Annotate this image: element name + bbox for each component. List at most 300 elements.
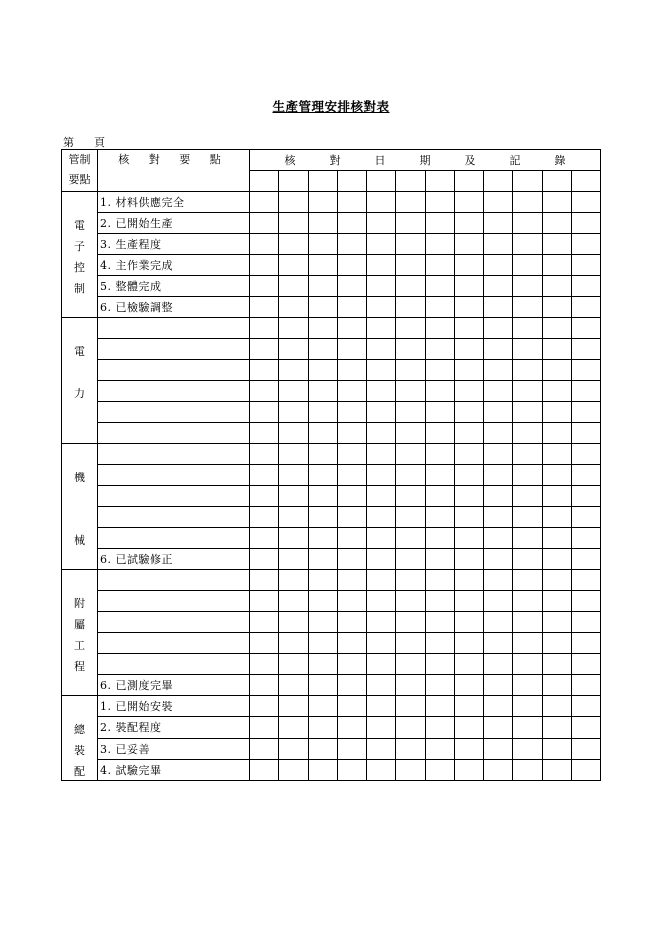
date-entry-cell[interactable] xyxy=(425,402,454,423)
date-entry-cell[interactable] xyxy=(250,360,279,381)
date-entry-cell[interactable] xyxy=(484,465,513,486)
date-entry-cell[interactable] xyxy=(337,255,366,276)
date-entry-cell[interactable] xyxy=(308,738,337,759)
check-point-item[interactable] xyxy=(98,465,250,486)
date-entry-cell[interactable] xyxy=(513,549,542,570)
date-entry-cell[interactable] xyxy=(308,612,337,633)
date-entry-cell[interactable] xyxy=(542,360,571,381)
date-entry-cell[interactable] xyxy=(250,738,279,759)
date-entry-cell[interactable] xyxy=(367,759,396,780)
date-entry-cell[interactable] xyxy=(337,381,366,402)
date-entry-cell[interactable] xyxy=(484,234,513,255)
date-entry-cell[interactable] xyxy=(513,213,542,234)
date-entry-cell[interactable] xyxy=(571,192,600,213)
date-entry-cell[interactable] xyxy=(484,717,513,738)
date-entry-cell[interactable] xyxy=(250,633,279,654)
date-entry-cell[interactable] xyxy=(337,696,366,717)
date-entry-cell[interactable] xyxy=(396,381,425,402)
date-entry-cell[interactable] xyxy=(454,486,483,507)
date-entry-cell[interactable] xyxy=(308,234,337,255)
date-entry-cell[interactable] xyxy=(396,360,425,381)
date-entry-cell[interactable] xyxy=(367,654,396,675)
date-entry-cell[interactable] xyxy=(542,654,571,675)
date-entry-cell[interactable] xyxy=(542,234,571,255)
date-entry-cell[interactable] xyxy=(513,276,542,297)
date-entry-cell[interactable] xyxy=(250,612,279,633)
check-point-item[interactable] xyxy=(98,444,250,465)
date-entry-cell[interactable] xyxy=(454,213,483,234)
date-entry-cell[interactable] xyxy=(571,297,600,318)
date-entry-cell[interactable] xyxy=(425,612,454,633)
date-entry-cell[interactable] xyxy=(308,696,337,717)
date-entry-cell[interactable] xyxy=(250,486,279,507)
date-entry-cell[interactable] xyxy=(454,234,483,255)
date-entry-cell[interactable] xyxy=(542,738,571,759)
date-entry-cell[interactable] xyxy=(425,528,454,549)
date-entry-cell[interactable] xyxy=(308,213,337,234)
date-entry-cell[interactable] xyxy=(337,486,366,507)
date-entry-cell[interactable] xyxy=(513,759,542,780)
date-entry-cell[interactable] xyxy=(571,423,600,444)
date-entry-cell[interactable] xyxy=(484,255,513,276)
date-entry-cell[interactable] xyxy=(454,402,483,423)
date-entry-cell[interactable] xyxy=(542,612,571,633)
date-entry-cell[interactable] xyxy=(571,696,600,717)
date-entry-cell[interactable] xyxy=(542,318,571,339)
date-entry-cell[interactable] xyxy=(484,276,513,297)
date-entry-cell[interactable] xyxy=(484,318,513,339)
date-entry-cell[interactable] xyxy=(308,759,337,780)
date-entry-cell[interactable] xyxy=(425,738,454,759)
date-entry-cell[interactable] xyxy=(396,570,425,591)
date-entry-cell[interactable] xyxy=(367,738,396,759)
check-point-item[interactable] xyxy=(98,318,250,339)
date-entry-cell[interactable] xyxy=(425,192,454,213)
date-entry-cell[interactable] xyxy=(513,612,542,633)
date-entry-cell[interactable] xyxy=(425,654,454,675)
date-entry-cell[interactable] xyxy=(425,696,454,717)
date-entry-cell[interactable] xyxy=(250,591,279,612)
date-entry-cell[interactable] xyxy=(396,234,425,255)
date-entry-cell[interactable] xyxy=(542,402,571,423)
date-entry-cell[interactable] xyxy=(454,591,483,612)
date-entry-cell[interactable] xyxy=(396,171,425,192)
date-entry-cell[interactable] xyxy=(367,465,396,486)
date-entry-cell[interactable] xyxy=(337,213,366,234)
date-entry-cell[interactable] xyxy=(308,255,337,276)
date-entry-cell[interactable] xyxy=(571,318,600,339)
date-entry-cell[interactable] xyxy=(279,528,308,549)
date-entry-cell[interactable] xyxy=(513,297,542,318)
date-entry-cell[interactable] xyxy=(279,675,308,696)
date-entry-cell[interactable] xyxy=(425,486,454,507)
date-entry-cell[interactable] xyxy=(396,423,425,444)
check-point-item[interactable] xyxy=(98,360,250,381)
date-entry-cell[interactable] xyxy=(279,381,308,402)
date-entry-cell[interactable] xyxy=(425,234,454,255)
date-entry-cell[interactable] xyxy=(337,423,366,444)
date-entry-cell[interactable] xyxy=(484,192,513,213)
date-entry-cell[interactable] xyxy=(308,633,337,654)
date-entry-cell[interactable] xyxy=(484,528,513,549)
date-entry-cell[interactable] xyxy=(513,234,542,255)
check-point-item[interactable]: 1. 材料供應完全 xyxy=(98,192,250,213)
date-entry-cell[interactable] xyxy=(308,549,337,570)
date-entry-cell[interactable] xyxy=(250,570,279,591)
date-entry-cell[interactable] xyxy=(513,717,542,738)
date-entry-cell[interactable] xyxy=(484,213,513,234)
date-entry-cell[interactable] xyxy=(425,318,454,339)
date-entry-cell[interactable] xyxy=(571,486,600,507)
date-entry-cell[interactable] xyxy=(337,339,366,360)
date-entry-cell[interactable] xyxy=(454,360,483,381)
date-entry-cell[interactable] xyxy=(279,549,308,570)
date-entry-cell[interactable] xyxy=(484,297,513,318)
date-entry-cell[interactable] xyxy=(308,171,337,192)
check-point-item[interactable] xyxy=(98,570,250,591)
date-entry-cell[interactable] xyxy=(454,297,483,318)
date-entry-cell[interactable] xyxy=(308,486,337,507)
date-entry-cell[interactable] xyxy=(513,570,542,591)
date-entry-cell[interactable] xyxy=(308,360,337,381)
date-entry-cell[interactable] xyxy=(571,402,600,423)
date-entry-cell[interactable] xyxy=(396,591,425,612)
date-entry-cell[interactable] xyxy=(484,549,513,570)
date-entry-cell[interactable] xyxy=(454,171,483,192)
date-entry-cell[interactable] xyxy=(571,507,600,528)
date-entry-cell[interactable] xyxy=(250,339,279,360)
date-entry-cell[interactable] xyxy=(250,717,279,738)
date-entry-cell[interactable] xyxy=(367,255,396,276)
date-entry-cell[interactable] xyxy=(513,360,542,381)
date-entry-cell[interactable] xyxy=(367,717,396,738)
date-entry-cell[interactable] xyxy=(425,717,454,738)
date-entry-cell[interactable] xyxy=(542,171,571,192)
date-entry-cell[interactable] xyxy=(396,276,425,297)
date-entry-cell[interactable] xyxy=(396,444,425,465)
date-entry-cell[interactable] xyxy=(308,465,337,486)
date-entry-cell[interactable] xyxy=(279,633,308,654)
date-entry-cell[interactable] xyxy=(308,570,337,591)
date-entry-cell[interactable] xyxy=(542,633,571,654)
date-entry-cell[interactable] xyxy=(250,234,279,255)
date-entry-cell[interactable] xyxy=(425,549,454,570)
date-entry-cell[interactable] xyxy=(367,192,396,213)
date-entry-cell[interactable] xyxy=(337,675,366,696)
check-point-item[interactable]: 6. 已檢驗調整 xyxy=(98,297,250,318)
date-entry-cell[interactable] xyxy=(513,738,542,759)
date-entry-cell[interactable] xyxy=(279,423,308,444)
date-entry-cell[interactable] xyxy=(542,507,571,528)
date-entry-cell[interactable] xyxy=(279,696,308,717)
date-entry-cell[interactable] xyxy=(250,507,279,528)
date-entry-cell[interactable] xyxy=(571,591,600,612)
date-entry-cell[interactable] xyxy=(513,465,542,486)
date-entry-cell[interactable] xyxy=(396,759,425,780)
date-entry-cell[interactable] xyxy=(250,192,279,213)
date-entry-cell[interactable] xyxy=(367,549,396,570)
date-entry-cell[interactable] xyxy=(484,591,513,612)
date-entry-cell[interactable] xyxy=(367,486,396,507)
date-entry-cell[interactable] xyxy=(454,381,483,402)
check-point-item[interactable]: 2. 裝配程度 xyxy=(98,717,250,738)
date-entry-cell[interactable] xyxy=(542,255,571,276)
date-entry-cell[interactable] xyxy=(542,276,571,297)
date-entry-cell[interactable] xyxy=(396,696,425,717)
date-entry-cell[interactable] xyxy=(454,549,483,570)
date-entry-cell[interactable] xyxy=(279,759,308,780)
date-entry-cell[interactable] xyxy=(542,717,571,738)
date-entry-cell[interactable] xyxy=(425,276,454,297)
date-entry-cell[interactable] xyxy=(279,444,308,465)
date-entry-cell[interactable] xyxy=(542,696,571,717)
date-entry-cell[interactable] xyxy=(337,654,366,675)
date-entry-cell[interactable] xyxy=(513,402,542,423)
date-entry-cell[interactable] xyxy=(308,297,337,318)
date-entry-cell[interactable] xyxy=(484,486,513,507)
date-entry-cell[interactable] xyxy=(484,696,513,717)
date-entry-cell[interactable] xyxy=(250,276,279,297)
date-entry-cell[interactable] xyxy=(250,171,279,192)
date-entry-cell[interactable] xyxy=(454,738,483,759)
date-entry-cell[interactable] xyxy=(484,738,513,759)
date-entry-cell[interactable] xyxy=(367,339,396,360)
date-entry-cell[interactable] xyxy=(513,633,542,654)
check-point-item[interactable]: 1. 已開始安裝 xyxy=(98,696,250,717)
date-entry-cell[interactable] xyxy=(396,297,425,318)
date-entry-cell[interactable] xyxy=(425,171,454,192)
date-entry-cell[interactable] xyxy=(279,213,308,234)
date-entry-cell[interactable] xyxy=(484,570,513,591)
date-entry-cell[interactable] xyxy=(396,255,425,276)
date-entry-cell[interactable] xyxy=(571,339,600,360)
check-point-item[interactable] xyxy=(98,633,250,654)
date-entry-cell[interactable] xyxy=(279,570,308,591)
date-entry-cell[interactable] xyxy=(484,360,513,381)
date-entry-cell[interactable] xyxy=(571,549,600,570)
date-entry-cell[interactable] xyxy=(308,339,337,360)
date-entry-cell[interactable] xyxy=(454,339,483,360)
date-entry-cell[interactable] xyxy=(279,402,308,423)
date-entry-cell[interactable] xyxy=(308,402,337,423)
date-entry-cell[interactable] xyxy=(367,213,396,234)
date-entry-cell[interactable] xyxy=(337,360,366,381)
check-point-item[interactable]: 3. 生產程度 xyxy=(98,234,250,255)
date-entry-cell[interactable] xyxy=(337,738,366,759)
date-entry-cell[interactable] xyxy=(542,465,571,486)
date-entry-cell[interactable] xyxy=(425,444,454,465)
date-entry-cell[interactable] xyxy=(571,738,600,759)
date-entry-cell[interactable] xyxy=(367,423,396,444)
date-entry-cell[interactable] xyxy=(571,234,600,255)
date-entry-cell[interactable] xyxy=(454,654,483,675)
date-entry-cell[interactable] xyxy=(542,423,571,444)
date-entry-cell[interactable] xyxy=(425,255,454,276)
date-entry-cell[interactable] xyxy=(337,276,366,297)
date-entry-cell[interactable] xyxy=(542,591,571,612)
date-entry-cell[interactable] xyxy=(454,717,483,738)
date-entry-cell[interactable] xyxy=(425,360,454,381)
date-entry-cell[interactable] xyxy=(484,339,513,360)
date-entry-cell[interactable] xyxy=(367,612,396,633)
date-entry-cell[interactable] xyxy=(513,591,542,612)
date-entry-cell[interactable] xyxy=(425,633,454,654)
date-entry-cell[interactable] xyxy=(454,507,483,528)
date-entry-cell[interactable] xyxy=(513,654,542,675)
check-point-item[interactable] xyxy=(98,654,250,675)
date-entry-cell[interactable] xyxy=(250,759,279,780)
date-entry-cell[interactable] xyxy=(542,528,571,549)
date-entry-cell[interactable] xyxy=(571,633,600,654)
date-entry-cell[interactable] xyxy=(279,234,308,255)
date-entry-cell[interactable] xyxy=(337,171,366,192)
date-entry-cell[interactable] xyxy=(513,381,542,402)
date-entry-cell[interactable] xyxy=(279,486,308,507)
check-point-item[interactable] xyxy=(98,612,250,633)
date-entry-cell[interactable] xyxy=(250,381,279,402)
date-entry-cell[interactable] xyxy=(367,276,396,297)
date-entry-cell[interactable] xyxy=(542,444,571,465)
date-entry-cell[interactable] xyxy=(337,234,366,255)
date-entry-cell[interactable] xyxy=(396,402,425,423)
date-entry-cell[interactable] xyxy=(571,213,600,234)
date-entry-cell[interactable] xyxy=(484,507,513,528)
date-entry-cell[interactable] xyxy=(571,444,600,465)
date-entry-cell[interactable] xyxy=(484,654,513,675)
date-entry-cell[interactable] xyxy=(396,213,425,234)
date-entry-cell[interactable] xyxy=(425,507,454,528)
date-entry-cell[interactable] xyxy=(279,360,308,381)
date-entry-cell[interactable] xyxy=(367,570,396,591)
date-entry-cell[interactable] xyxy=(454,696,483,717)
date-entry-cell[interactable] xyxy=(425,381,454,402)
date-entry-cell[interactable] xyxy=(337,591,366,612)
date-entry-cell[interactable] xyxy=(367,297,396,318)
date-entry-cell[interactable] xyxy=(542,486,571,507)
date-entry-cell[interactable] xyxy=(250,675,279,696)
date-entry-cell[interactable] xyxy=(308,591,337,612)
check-point-item[interactable] xyxy=(98,528,250,549)
check-point-item[interactable] xyxy=(98,381,250,402)
date-entry-cell[interactable] xyxy=(484,759,513,780)
date-entry-cell[interactable] xyxy=(367,234,396,255)
date-entry-cell[interactable] xyxy=(484,402,513,423)
date-entry-cell[interactable] xyxy=(513,507,542,528)
date-entry-cell[interactable] xyxy=(513,423,542,444)
date-entry-cell[interactable] xyxy=(367,696,396,717)
date-entry-cell[interactable] xyxy=(454,255,483,276)
date-entry-cell[interactable] xyxy=(484,171,513,192)
date-entry-cell[interactable] xyxy=(396,549,425,570)
date-entry-cell[interactable] xyxy=(250,297,279,318)
date-entry-cell[interactable] xyxy=(250,444,279,465)
date-entry-cell[interactable] xyxy=(308,423,337,444)
date-entry-cell[interactable] xyxy=(484,444,513,465)
date-entry-cell[interactable] xyxy=(250,696,279,717)
date-entry-cell[interactable] xyxy=(367,381,396,402)
date-entry-cell[interactable] xyxy=(454,192,483,213)
date-entry-cell[interactable] xyxy=(279,465,308,486)
date-entry-cell[interactable] xyxy=(542,759,571,780)
date-entry-cell[interactable] xyxy=(513,528,542,549)
date-entry-cell[interactable] xyxy=(542,192,571,213)
date-entry-cell[interactable] xyxy=(571,612,600,633)
date-entry-cell[interactable] xyxy=(454,528,483,549)
date-entry-cell[interactable] xyxy=(542,549,571,570)
date-entry-cell[interactable] xyxy=(484,675,513,696)
date-entry-cell[interactable] xyxy=(337,297,366,318)
date-entry-cell[interactable] xyxy=(542,213,571,234)
check-point-item[interactable]: 4. 主作業完成 xyxy=(98,255,250,276)
date-entry-cell[interactable] xyxy=(279,318,308,339)
date-entry-cell[interactable] xyxy=(513,675,542,696)
date-entry-cell[interactable] xyxy=(279,612,308,633)
date-entry-cell[interactable] xyxy=(396,717,425,738)
date-entry-cell[interactable] xyxy=(250,528,279,549)
date-entry-cell[interactable] xyxy=(367,528,396,549)
check-point-item[interactable]: 3. 已妥善 xyxy=(98,738,250,759)
date-entry-cell[interactable] xyxy=(279,276,308,297)
date-entry-cell[interactable] xyxy=(250,213,279,234)
date-entry-cell[interactable] xyxy=(425,759,454,780)
check-point-item[interactable]: 4. 試驗完畢 xyxy=(98,759,250,780)
date-entry-cell[interactable] xyxy=(425,465,454,486)
date-entry-cell[interactable] xyxy=(542,675,571,696)
date-entry-cell[interactable] xyxy=(396,318,425,339)
date-entry-cell[interactable] xyxy=(250,402,279,423)
date-entry-cell[interactable] xyxy=(337,528,366,549)
date-entry-cell[interactable] xyxy=(250,318,279,339)
date-entry-cell[interactable] xyxy=(484,612,513,633)
date-entry-cell[interactable] xyxy=(425,570,454,591)
date-entry-cell[interactable] xyxy=(250,255,279,276)
date-entry-cell[interactable] xyxy=(337,717,366,738)
date-entry-cell[interactable] xyxy=(337,612,366,633)
date-entry-cell[interactable] xyxy=(308,675,337,696)
date-entry-cell[interactable] xyxy=(279,738,308,759)
date-entry-cell[interactable] xyxy=(513,255,542,276)
date-entry-cell[interactable] xyxy=(279,654,308,675)
date-entry-cell[interactable] xyxy=(308,192,337,213)
date-entry-cell[interactable] xyxy=(279,717,308,738)
date-entry-cell[interactable] xyxy=(571,276,600,297)
date-entry-cell[interactable] xyxy=(571,171,600,192)
date-entry-cell[interactable] xyxy=(571,717,600,738)
date-entry-cell[interactable] xyxy=(454,675,483,696)
check-point-item[interactable] xyxy=(98,591,250,612)
date-entry-cell[interactable] xyxy=(513,444,542,465)
date-entry-cell[interactable] xyxy=(279,507,308,528)
date-entry-cell[interactable] xyxy=(454,423,483,444)
date-entry-cell[interactable] xyxy=(279,297,308,318)
check-point-item[interactable] xyxy=(98,486,250,507)
date-entry-cell[interactable] xyxy=(308,717,337,738)
date-entry-cell[interactable] xyxy=(454,318,483,339)
date-entry-cell[interactable] xyxy=(367,171,396,192)
date-entry-cell[interactable] xyxy=(337,570,366,591)
date-entry-cell[interactable] xyxy=(396,654,425,675)
date-entry-cell[interactable] xyxy=(571,360,600,381)
date-entry-cell[interactable] xyxy=(454,633,483,654)
check-point-item[interactable] xyxy=(98,402,250,423)
date-entry-cell[interactable] xyxy=(337,759,366,780)
date-entry-cell[interactable] xyxy=(396,339,425,360)
date-entry-cell[interactable] xyxy=(425,213,454,234)
date-entry-cell[interactable] xyxy=(396,465,425,486)
date-entry-cell[interactable] xyxy=(337,549,366,570)
check-point-item[interactable]: 2. 已開始生產 xyxy=(98,213,250,234)
date-entry-cell[interactable] xyxy=(454,570,483,591)
